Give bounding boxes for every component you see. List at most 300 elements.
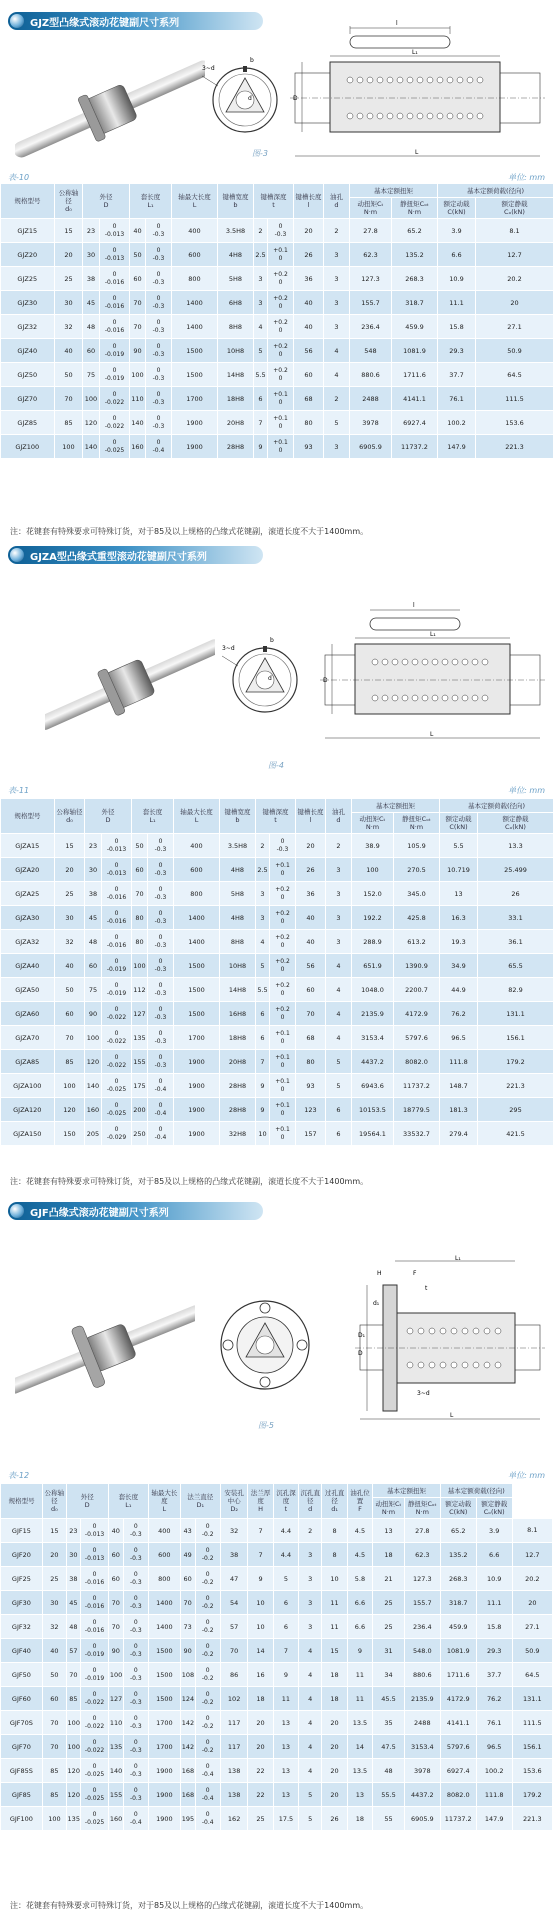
tolerance-cell: 0 -0.025 <box>81 1759 108 1783</box>
tolerance-cell: 0 -0.3 <box>146 387 172 411</box>
value-cell: 10.719 <box>440 858 478 882</box>
value-cell: 48 <box>66 1615 81 1639</box>
value-cell: 20 <box>294 219 324 243</box>
value-cell: 200 <box>132 1098 148 1122</box>
value-cell: 8 <box>322 1519 347 1543</box>
tolerance-cell: +0.2 0 <box>268 267 294 291</box>
value-cell: 57 <box>220 1615 247 1639</box>
value-cell: 5 <box>254 339 268 363</box>
tolerance-cell: 0 -0.3 <box>148 882 174 906</box>
value-cell: 131.1 <box>478 1002 553 1026</box>
value-cell: 20 <box>43 1543 66 1567</box>
value-cell: 38 <box>220 1543 247 1567</box>
tolerance-cell: 0 -0.019 <box>100 339 130 363</box>
table-row <box>1 954 553 978</box>
tolerance-cell: 0 -0.016 <box>102 930 132 954</box>
model-cell: GJZA40 <box>1 954 55 978</box>
value-cell: 1081.9 <box>392 339 438 363</box>
value-cell: 127.3 <box>350 267 392 291</box>
value-cell: 236.4 <box>350 315 392 339</box>
value-cell: 2 <box>324 387 350 411</box>
value-cell: 70 <box>220 1639 247 1663</box>
col-header: 套长度 L₁ <box>108 1484 148 1519</box>
value-cell: 5H8 <box>218 267 254 291</box>
model-cell: GJF100 <box>1 1807 43 1831</box>
value-cell: 1711.6 <box>440 1663 476 1687</box>
tolerance-cell: 0 -0.019 <box>81 1663 108 1687</box>
tolerance-cell: 0 -0.3 <box>146 267 172 291</box>
tolerance-cell: 0 -0.016 <box>100 291 130 315</box>
value-cell: 47.5 <box>373 1735 405 1759</box>
col-header: 套长度 L₁ <box>130 184 172 219</box>
tolerance-cell: 0 -0.3 <box>123 1543 148 1567</box>
tolerance-cell: 0 -0.3 <box>148 834 174 858</box>
svg-text:L: L <box>450 1412 454 1419</box>
value-cell: 60 <box>130 267 146 291</box>
value-cell: 60 <box>296 978 326 1002</box>
value-cell: 9 <box>256 1074 270 1098</box>
value-cell: 111.5 <box>476 387 553 411</box>
model-cell: GJF25 <box>1 1567 43 1591</box>
value-cell: 3.5H8 <box>220 834 256 858</box>
table-row <box>1 267 553 291</box>
table-note: 注：花键套有特殊要求可特殊订货，对于85及以上规格的凸缘式花键副，滚道长度不大于1400mm。 <box>10 1177 369 1186</box>
value-cell: 3 <box>256 882 270 906</box>
value-cell: 10H8 <box>220 954 256 978</box>
value-cell: 82.9 <box>478 978 553 1002</box>
model-cell: GJF70S <box>1 1711 43 1735</box>
value-cell: 38.9 <box>352 834 394 858</box>
value-cell: 168 <box>180 1759 195 1783</box>
svg-text:d₁: d₁ <box>373 1300 380 1307</box>
table-row <box>1 1735 553 1759</box>
value-cell: 48 <box>373 1759 405 1783</box>
tolerance-cell: 0 -0.4 <box>123 1807 148 1831</box>
value-cell: 3 <box>324 315 350 339</box>
value-cell: 32H8 <box>220 1122 256 1146</box>
value-cell: 6 <box>273 1615 298 1639</box>
front-section-diagram <box>200 50 290 150</box>
tolerance-cell: 0 -0.4 <box>148 1122 174 1146</box>
value-cell: 10H8 <box>218 339 254 363</box>
flange-front-diagram <box>215 1295 315 1395</box>
tolerance-cell: +0.2 0 <box>268 291 294 315</box>
value-cell: 2 <box>254 219 268 243</box>
value-cell: 142 <box>180 1711 195 1735</box>
value-cell: 548 <box>350 339 392 363</box>
value-cell: 6.6 <box>476 1543 512 1567</box>
value-cell: 90 <box>108 1639 123 1663</box>
tolerance-cell: 0 -0.3 <box>148 954 174 978</box>
value-cell: 20 <box>322 1735 347 1759</box>
model-cell: GJZ50 <box>1 363 55 387</box>
table-row <box>1 1074 553 1098</box>
model-cell: GJZA150 <box>1 1122 55 1146</box>
svg-text:L: L <box>415 149 419 156</box>
col-header: 油孔 d <box>326 799 352 834</box>
value-cell: 147.9 <box>476 1807 512 1831</box>
table-row <box>1 1122 553 1146</box>
value-cell: 7 <box>248 1543 273 1567</box>
tolerance-cell: 0 -0.019 <box>102 978 132 1002</box>
tolerance-cell: +0.1 0 <box>268 435 294 459</box>
value-cell: 9 <box>273 1663 298 1687</box>
value-cell: 192.2 <box>352 906 394 930</box>
value-cell: 3153.4 <box>404 1735 440 1759</box>
value-cell: 6943.6 <box>352 1074 394 1098</box>
tolerance-cell: +0.1 0 <box>268 243 294 267</box>
spec-table-gjz <box>0 183 553 459</box>
value-cell: 135.2 <box>392 243 438 267</box>
tolerance-cell: 0 -0.4 <box>195 1807 220 1831</box>
value-cell: 236.4 <box>404 1615 440 1639</box>
svg-text:L: L <box>430 731 434 738</box>
tolerance-cell: +0.2 0 <box>270 978 296 1002</box>
value-cell: 80 <box>294 411 324 435</box>
table-row <box>1 978 553 1002</box>
value-cell: 80 <box>132 930 148 954</box>
value-cell: 25 <box>373 1591 405 1615</box>
value-cell: 11737.2 <box>394 1074 440 1098</box>
value-cell: 30 <box>85 858 102 882</box>
col-header: 额定动载 C(kN) <box>438 198 476 219</box>
col-header: 键槽深度 t <box>254 184 294 219</box>
col-header: 基本定额扭矩 <box>350 184 438 198</box>
value-cell: 400 <box>149 1519 181 1543</box>
value-cell: 20 <box>476 291 553 315</box>
value-cell: 60 <box>294 363 324 387</box>
value-cell: 36.1 <box>478 930 553 954</box>
value-cell: 111.8 <box>476 1783 512 1807</box>
tolerance-cell: 0 -0.029 <box>102 1122 132 1146</box>
col-header: 外径 D <box>85 799 132 834</box>
table-row <box>1 906 553 930</box>
value-cell: 3 <box>326 858 352 882</box>
value-cell: 4.5 <box>347 1543 372 1567</box>
value-cell: 23 <box>66 1519 81 1543</box>
value-cell: 120 <box>55 1098 85 1122</box>
value-cell: 3153.4 <box>352 1026 394 1050</box>
model-cell: GJZA30 <box>1 906 55 930</box>
value-cell: 421.5 <box>478 1122 553 1146</box>
bullet-icon <box>10 1204 24 1218</box>
value-cell: 20H8 <box>220 1050 256 1074</box>
value-cell: 4H8 <box>220 858 256 882</box>
spline-shaft-photo <box>15 50 205 170</box>
value-cell: 880.6 <box>404 1663 440 1687</box>
value-cell: 15 <box>322 1639 347 1663</box>
value-cell: 4 <box>324 339 350 363</box>
value-cell: 90 <box>130 339 146 363</box>
value-cell: 138 <box>220 1783 247 1807</box>
side-section-diagram <box>320 600 545 750</box>
value-cell: 70 <box>108 1615 123 1639</box>
tolerance-cell: 0 -0.2 <box>195 1639 220 1663</box>
model-cell: GJZ100 <box>1 435 55 459</box>
tolerance-cell: +0.2 0 <box>268 315 294 339</box>
tolerance-cell: +0.1 0 <box>270 1098 296 1122</box>
tolerance-cell: 0 -0.3 <box>268 219 294 243</box>
value-cell: 156.1 <box>478 1026 553 1050</box>
value-cell: 70 <box>43 1735 66 1759</box>
value-cell: 13.5 <box>347 1711 372 1735</box>
value-cell: 4172.9 <box>394 1002 440 1026</box>
value-cell: 70 <box>130 291 146 315</box>
value-cell: 20 <box>512 1591 552 1615</box>
table-number: 表-10 <box>8 173 30 182</box>
value-cell: 13.5 <box>347 1759 372 1783</box>
value-cell: 4141.1 <box>392 387 438 411</box>
table-row <box>1 1002 553 1026</box>
svg-text:L₁: L₁ <box>412 49 418 56</box>
value-cell: 27.1 <box>476 315 553 339</box>
value-cell: 25 <box>248 1807 273 1831</box>
value-cell: 110 <box>108 1711 123 1735</box>
table-row <box>1 1687 553 1711</box>
tolerance-cell: 0 -0.013 <box>81 1519 108 1543</box>
value-cell: 8082.0 <box>394 1050 440 1074</box>
tolerance-cell: 0 -0.016 <box>102 906 132 930</box>
unit-label: 单位: mm <box>508 173 545 182</box>
tolerance-cell: 0 -0.016 <box>100 315 130 339</box>
value-cell: 11.1 <box>438 291 476 315</box>
table-row <box>1 1759 553 1783</box>
value-cell: 140 <box>130 411 146 435</box>
value-cell: 1900 <box>149 1783 181 1807</box>
value-cell: 124 <box>180 1687 195 1711</box>
value-cell: 32 <box>55 930 85 954</box>
value-cell: 30 <box>55 906 85 930</box>
table-row <box>1 315 553 339</box>
value-cell: 100 <box>352 858 394 882</box>
model-cell: GJF85S <box>1 1759 43 1783</box>
col-header: 公称轴径 d₀ <box>43 1484 66 1519</box>
value-cell: 221.3 <box>478 1074 553 1098</box>
value-cell: 345.0 <box>394 882 440 906</box>
value-cell: 153.6 <box>512 1759 552 1783</box>
value-cell: 20 <box>322 1711 347 1735</box>
value-cell: 30 <box>55 291 83 315</box>
value-cell: 3 <box>299 1567 322 1591</box>
value-cell: 55.5 <box>373 1783 405 1807</box>
model-cell: GJZA60 <box>1 1002 55 1026</box>
value-cell: 117 <box>220 1711 247 1735</box>
model-cell: GJZ25 <box>1 267 55 291</box>
model-cell: GJZ30 <box>1 291 55 315</box>
value-cell: 33532.7 <box>394 1122 440 1146</box>
value-cell: 20.2 <box>512 1567 552 1591</box>
value-cell: 181.3 <box>440 1098 478 1122</box>
value-cell: 19564.1 <box>352 1122 394 1146</box>
value-cell: 36 <box>296 882 326 906</box>
value-cell: 60 <box>85 954 102 978</box>
value-cell: 3 <box>299 1591 322 1615</box>
col-header: 外径 D <box>83 184 130 219</box>
model-cell: GJZA120 <box>1 1098 55 1122</box>
value-cell: 70 <box>132 882 148 906</box>
tolerance-cell: 0 -0.019 <box>81 1639 108 1663</box>
unit-label: 单位: mm <box>508 786 545 795</box>
tolerance-cell: +0.2 0 <box>270 930 296 954</box>
col-header: 公称轴径 d₀ <box>55 184 83 219</box>
tolerance-cell: 0 -0.016 <box>102 882 132 906</box>
section-title-band <box>8 546 263 564</box>
value-cell: 195 <box>180 1807 195 1831</box>
tolerance-cell: 0 -0.019 <box>102 954 132 978</box>
value-cell: 4 <box>256 930 270 954</box>
table-row <box>1 1639 553 1663</box>
value-cell: 8H8 <box>220 930 256 954</box>
tolerance-cell: +0.1 0 <box>270 1122 296 1146</box>
figure-caption: 图-5 <box>258 1421 274 1430</box>
value-cell: 40 <box>296 930 326 954</box>
table-row <box>1 363 553 387</box>
value-cell: 70 <box>43 1711 66 1735</box>
value-cell: 30 <box>83 243 100 267</box>
table-row <box>1 411 553 435</box>
value-cell: 13 <box>373 1519 405 1543</box>
svg-text:D: D <box>293 95 298 102</box>
value-cell: 100 <box>130 363 146 387</box>
value-cell: 60 <box>180 1567 195 1591</box>
tolerance-cell: 0 -0.016 <box>81 1591 108 1615</box>
value-cell: 148.7 <box>440 1074 478 1098</box>
diagram-label: d <box>248 95 252 102</box>
value-cell: 155.7 <box>404 1591 440 1615</box>
section-title: GJF凸缘式滚动花键副尺寸系列 <box>30 1208 169 1219</box>
value-cell: 28H8 <box>220 1098 256 1122</box>
value-cell: 1900 <box>174 1074 220 1098</box>
diagram-label: b <box>250 57 254 64</box>
value-cell: 4H8 <box>218 243 254 267</box>
svg-text:l: l <box>396 20 398 27</box>
value-cell: 13 <box>273 1759 298 1783</box>
value-cell: 111.5 <box>512 1711 552 1735</box>
col-header: 轴最大长度 L <box>174 799 220 834</box>
tolerance-cell: 0 -0.3 <box>148 1002 174 1026</box>
value-cell: 7 <box>248 1519 273 1543</box>
value-cell: 1400 <box>172 291 218 315</box>
col-header: 基本定额扭矩 <box>373 1484 441 1498</box>
value-cell: 1500 <box>149 1687 181 1711</box>
value-cell: 32 <box>220 1519 247 1543</box>
value-cell: 70 <box>130 315 146 339</box>
value-cell: 613.2 <box>394 930 440 954</box>
tolerance-cell: 0 -0.2 <box>195 1687 220 1711</box>
value-cell: 60 <box>108 1543 123 1567</box>
col-header: 安装孔中心 D₂ <box>220 1484 247 1519</box>
value-cell: 96.5 <box>476 1735 512 1759</box>
value-cell: 40 <box>55 339 83 363</box>
value-cell: 1500 <box>174 978 220 1002</box>
value-cell: 10.9 <box>476 1567 512 1591</box>
value-cell: 20 <box>322 1783 347 1807</box>
value-cell: 318.7 <box>392 291 438 315</box>
value-cell: 5.5 <box>254 363 268 387</box>
table-row <box>1 1026 553 1050</box>
value-cell: 168 <box>180 1783 195 1807</box>
tolerance-cell: 0 -0.013 <box>100 243 130 267</box>
svg-text:b: b <box>270 637 274 644</box>
tolerance-cell: 0 -0.013 <box>100 219 130 243</box>
value-cell: 75 <box>85 978 102 1002</box>
value-cell: 45 <box>83 291 100 315</box>
value-cell: 35 <box>373 1711 405 1735</box>
value-cell: 5 <box>256 954 270 978</box>
value-cell: 10 <box>256 1122 270 1146</box>
figure-caption: 图-3 <box>252 149 268 158</box>
value-cell: 160 <box>108 1807 123 1831</box>
table-row <box>1 243 553 267</box>
value-cell: 1400 <box>172 315 218 339</box>
model-cell: GJF60 <box>1 1687 43 1711</box>
tolerance-cell: +0.2 0 <box>270 954 296 978</box>
svg-text:D: D <box>358 1350 363 1357</box>
value-cell: 22 <box>248 1759 273 1783</box>
svg-text:H: H <box>377 1270 382 1277</box>
model-cell: GJZ70 <box>1 387 55 411</box>
tolerance-cell: 0 -0.4 <box>148 1074 174 1098</box>
tolerance-cell: 0 -0.3 <box>123 1663 148 1687</box>
value-cell: 3 <box>324 435 350 459</box>
value-cell: 548.0 <box>404 1639 440 1663</box>
table-row <box>1 858 553 882</box>
value-cell: 140 <box>85 1074 102 1098</box>
col-header: 基本定额扭矩 <box>352 799 440 813</box>
value-cell: 1700 <box>172 387 218 411</box>
tolerance-cell: 0 -0.3 <box>123 1591 148 1615</box>
value-cell: 7 <box>273 1639 298 1663</box>
table-row <box>1 1711 553 1735</box>
value-cell: 85 <box>66 1687 81 1711</box>
col-header: 油孔位置 F <box>347 1484 372 1519</box>
value-cell: 162 <box>220 1807 247 1831</box>
value-cell: 3978 <box>404 1759 440 1783</box>
value-cell: 120 <box>66 1759 81 1783</box>
value-cell: 15.8 <box>438 315 476 339</box>
col-header: 法兰直径 D₁ <box>180 1484 220 1519</box>
col-header: 公称轴径 d₀ <box>55 799 85 834</box>
tolerance-cell: 0 -0.2 <box>195 1591 220 1615</box>
table-row <box>1 219 553 243</box>
col-header: 轴最大长度 L <box>149 1484 181 1519</box>
col-header: 动扭矩Cₜ N·m <box>352 813 394 834</box>
bullet-icon <box>10 14 24 28</box>
tolerance-cell: 0 -0.2 <box>195 1543 220 1567</box>
col-header: 键槽长度 l <box>296 799 326 834</box>
value-cell: 153.6 <box>476 411 553 435</box>
model-cell: GJF20 <box>1 1543 43 1567</box>
col-header: 沉孔直径 d <box>299 1484 322 1519</box>
value-cell: 135 <box>132 1026 148 1050</box>
tolerance-cell: 0 -0.3 <box>123 1711 148 1735</box>
svg-text:D₁: D₁ <box>358 1332 366 1339</box>
value-cell: 5.5 <box>440 834 478 858</box>
model-cell: GJZ15 <box>1 219 55 243</box>
value-cell: 3 <box>299 1615 322 1639</box>
value-cell: 70 <box>296 1002 326 1026</box>
value-cell: 1900 <box>174 1050 220 1074</box>
value-cell: 100.2 <box>438 411 476 435</box>
value-cell: 26 <box>478 882 553 906</box>
value-cell: 13 <box>273 1735 298 1759</box>
value-cell: 4 <box>326 954 352 978</box>
value-cell: 11.1 <box>476 1591 512 1615</box>
value-cell: 1500 <box>174 1002 220 1026</box>
tolerance-cell: 0 -0.025 <box>81 1807 108 1831</box>
value-cell: 111.8 <box>440 1050 478 1074</box>
value-cell: 2.5 <box>254 243 268 267</box>
